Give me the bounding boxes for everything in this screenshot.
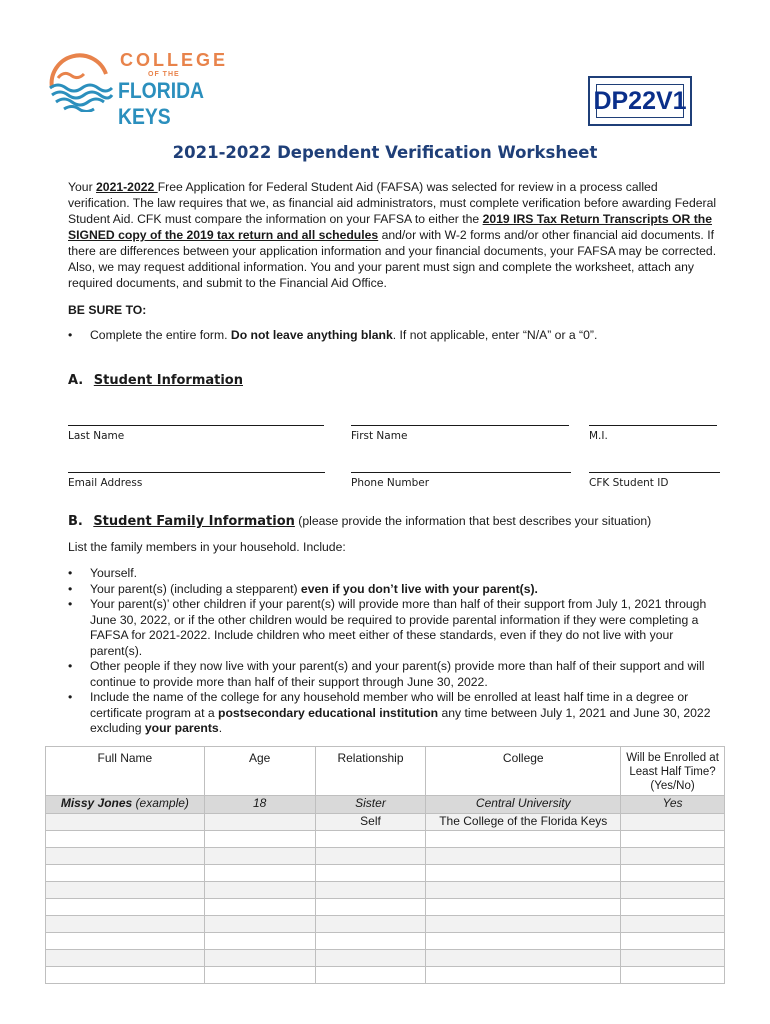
be-sure-text-1: Complete the entire form. bbox=[90, 328, 231, 342]
table-cell[interactable] bbox=[621, 831, 725, 848]
example-enrolled: Yes bbox=[621, 796, 725, 814]
logo-line-1: COLLEGE bbox=[120, 50, 229, 70]
table-cell[interactable] bbox=[46, 882, 205, 899]
table-row-example bbox=[46, 796, 725, 814]
table-cell[interactable] bbox=[204, 916, 315, 933]
family-list-intro: List the family members in your household. Include: bbox=[68, 540, 346, 554]
header-college: College bbox=[426, 747, 621, 796]
table-cell[interactable] bbox=[315, 831, 426, 848]
table-cell[interactable] bbox=[621, 933, 725, 950]
family-item-2-bold: even if you don’t live with your parent(s). bbox=[300, 581, 538, 596]
section-a-heading bbox=[68, 373, 243, 388]
header-age: Age bbox=[204, 747, 315, 796]
self-enrolled-cell[interactable] bbox=[621, 814, 725, 831]
table-cell[interactable] bbox=[315, 916, 426, 933]
table-cell[interactable] bbox=[426, 882, 621, 899]
table-cell[interactable] bbox=[46, 848, 205, 865]
college-logo bbox=[44, 44, 234, 129]
table-cell[interactable] bbox=[204, 933, 315, 950]
table-row bbox=[46, 865, 725, 882]
table-row bbox=[46, 882, 725, 899]
table-cell[interactable] bbox=[426, 848, 621, 865]
family-item-5-parents: your parents bbox=[144, 721, 219, 735]
form-code: DP22V1 bbox=[596, 84, 684, 118]
table-cell[interactable] bbox=[46, 831, 205, 848]
table-row bbox=[46, 950, 725, 967]
intro-text-1: Your bbox=[68, 180, 97, 194]
table-cell[interactable] bbox=[46, 950, 205, 967]
table-cell[interactable] bbox=[46, 933, 205, 950]
table-cell[interactable] bbox=[621, 848, 725, 865]
table-cell[interactable] bbox=[204, 899, 315, 916]
email-label: Email Address bbox=[68, 477, 143, 489]
example-age: 18 bbox=[204, 796, 315, 814]
be-sure-list bbox=[68, 328, 728, 344]
list-item bbox=[68, 566, 724, 582]
self-name-cell[interactable] bbox=[46, 814, 205, 831]
table-row bbox=[46, 899, 725, 916]
logo-emblem-icon bbox=[44, 44, 114, 112]
table-cell[interactable] bbox=[621, 967, 725, 984]
example-college: Central University bbox=[426, 796, 621, 814]
section-b-subtitle: (please provide the information that best describes your situation) bbox=[294, 514, 652, 528]
email-line[interactable] bbox=[68, 472, 325, 473]
table-cell[interactable] bbox=[204, 848, 315, 865]
table-cell[interactable] bbox=[46, 865, 205, 882]
table-row bbox=[46, 933, 725, 950]
table-cell[interactable] bbox=[204, 950, 315, 967]
phone-label: Phone Number bbox=[351, 477, 430, 489]
table-cell[interactable] bbox=[315, 848, 426, 865]
table-cell[interactable] bbox=[426, 865, 621, 882]
self-college-cell: The College of the Florida Keys bbox=[426, 814, 621, 831]
list-item bbox=[68, 328, 728, 344]
logo-line-3: FLORIDA KEYS bbox=[118, 78, 204, 129]
intro-tax-docs: 2019 IRS Tax Return Transcripts OR the SIGNED copy of the 2019 tax return and all schedules bbox=[68, 212, 712, 242]
family-item-3: Your parent(s)’ other children if your parent(s) will provide more than half of their support from July 1, 2021 through June 30, 2022, or if the other children would be required to provide parental information if they were completing a FAFSA for 2021-2022. Include children who meet either of these standards, even if they do not live with your parent(s). bbox=[90, 597, 707, 658]
table-row bbox=[46, 916, 725, 933]
cfk-id-line[interactable] bbox=[589, 472, 720, 473]
family-item-5c: any time between July 1, 2021 and June 30, 2022 excluding bbox=[90, 705, 711, 735]
table-cell[interactable] bbox=[621, 882, 725, 899]
table-row-self bbox=[46, 814, 725, 831]
table-cell[interactable] bbox=[426, 967, 621, 984]
table-cell[interactable] bbox=[46, 967, 205, 984]
list-item bbox=[68, 659, 724, 690]
table-cell[interactable] bbox=[315, 882, 426, 899]
be-sure-heading: BE SURE TO: bbox=[68, 303, 147, 317]
first-name-label: First Name bbox=[351, 430, 408, 442]
table-cell[interactable] bbox=[315, 899, 426, 916]
form-code-badge bbox=[588, 76, 692, 126]
list-item bbox=[68, 597, 724, 659]
table-cell[interactable] bbox=[46, 916, 205, 933]
household-table bbox=[45, 746, 725, 984]
family-item-1: Yourself. bbox=[90, 566, 137, 580]
table-row bbox=[46, 831, 725, 848]
last-name-label: Last Name bbox=[68, 430, 125, 442]
table-row bbox=[46, 848, 725, 865]
table-header-row bbox=[46, 747, 725, 796]
self-age-cell[interactable] bbox=[204, 814, 315, 831]
family-item-5-bold: postsecondary educational institution bbox=[218, 705, 439, 720]
table-cell[interactable] bbox=[315, 933, 426, 950]
family-item-5a: Include the name of the college for any household member who will be enrolled at least half time in a degree or certificate program at a bbox=[90, 690, 689, 720]
table-cell[interactable] bbox=[621, 916, 725, 933]
table-cell[interactable] bbox=[204, 882, 315, 899]
table-cell[interactable] bbox=[315, 950, 426, 967]
table-cell[interactable] bbox=[426, 831, 621, 848]
last-name-line[interactable] bbox=[68, 425, 324, 426]
table-cell[interactable] bbox=[621, 865, 725, 882]
header-relationship: Relationship bbox=[315, 747, 426, 796]
logo-line-2: OF THE bbox=[148, 71, 180, 78]
family-item-2: Your parent(s) (including a stepparent) bbox=[90, 581, 301, 596]
table-cell[interactable] bbox=[426, 899, 621, 916]
mi-line[interactable] bbox=[589, 425, 717, 426]
table-cell[interactable] bbox=[315, 865, 426, 882]
example-suffix: example bbox=[139, 796, 185, 810]
table-cell[interactable] bbox=[46, 899, 205, 916]
family-list bbox=[68, 566, 724, 737]
mi-label: M.I. bbox=[589, 430, 608, 442]
table-cell[interactable] bbox=[426, 916, 621, 933]
table-row bbox=[46, 967, 725, 984]
table-cell[interactable] bbox=[426, 950, 621, 967]
example-relationship: Sister bbox=[315, 796, 426, 814]
example-name-cell: Missy Jones (example) bbox=[46, 796, 205, 814]
table-cell[interactable] bbox=[426, 933, 621, 950]
section-a-title: Student Information bbox=[93, 373, 243, 388]
table-cell[interactable] bbox=[204, 831, 315, 848]
list-item bbox=[68, 690, 724, 737]
phone-line[interactable] bbox=[351, 472, 571, 473]
header-full-name: Full Name bbox=[46, 747, 205, 796]
list-item bbox=[68, 582, 724, 598]
table-cell[interactable] bbox=[621, 950, 725, 967]
table-cell[interactable] bbox=[621, 899, 725, 916]
table-cell[interactable] bbox=[315, 967, 426, 984]
cfk-id-label: CFK Student ID bbox=[589, 477, 669, 489]
page-title: 2021-2022 Dependent Verification Worksheet bbox=[172, 143, 598, 162]
be-sure-text-2: . If not applicable, enter “N/A” or a “0”. bbox=[392, 328, 598, 342]
section-a-letter: A. bbox=[68, 373, 84, 388]
header-enrolled: Will be Enrolled at Least Half Time? (Yes/No) bbox=[621, 747, 725, 796]
intro-paragraph bbox=[68, 179, 720, 291]
section-b-title: Student Family Information bbox=[93, 514, 295, 529]
example-name: Missy Jones bbox=[60, 796, 133, 810]
section-b-heading bbox=[68, 512, 651, 530]
table-cell[interactable] bbox=[204, 865, 315, 882]
family-item-5e: . bbox=[218, 721, 223, 735]
intro-text-3: and/or with W-2 forms and/or other financial aid documents. If there are differences between your application information and your financial documents, your FAFSA may be corrected. Also, we may request additional information. You and your parent must sign and complete the worksheet, attach any required documents, and submit to the Financial Aid Office. bbox=[68, 228, 717, 290]
self-relationship-cell: Self bbox=[315, 814, 426, 831]
table-cell[interactable] bbox=[204, 967, 315, 984]
intro-year: 2021-2022 bbox=[96, 180, 158, 194]
be-sure-bold: Do not leave anything blank bbox=[230, 328, 393, 342]
family-item-4: Other people if they now live with your parent(s) and your parent(s) provide more than half of their support and will continue to provide more than half of their support through June 30, 2022. bbox=[90, 659, 705, 689]
first-name-line[interactable] bbox=[351, 425, 569, 426]
section-b-letter: B. bbox=[68, 514, 83, 529]
intro-text-2: Free Application for Federal Student Aid (FAFSA) was selected for review in a process called verification. The law requires that we, as financial aid administrators, must complete verification before awarding Federal Student Aid. CFK must compare the information on your FAFSA to either the bbox=[68, 180, 717, 226]
